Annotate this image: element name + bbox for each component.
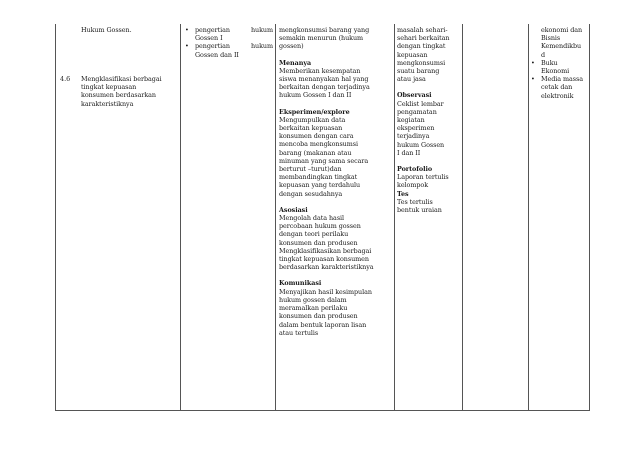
kegiatan-line: tingkat kepuasan konsumen <box>279 255 369 264</box>
penilaian-line: hukum Gossen <box>397 140 445 149</box>
sumber-line: Media massa <box>541 75 583 84</box>
penilaian-line: Tes tertulis <box>397 197 433 206</box>
kegiatan-line: berturut –turut)dan <box>279 165 342 174</box>
kegiatan-line: hukum gossen dalam <box>279 295 347 304</box>
materi-item <box>185 26 273 42</box>
section-heading: Komunikasi <box>279 279 322 288</box>
bullet-icon: • <box>531 75 535 84</box>
kd-line: Mengklasifikasi berbagai <box>81 75 162 83</box>
sumber-line: Kemendikbu <box>541 42 582 51</box>
materi-line: Gossen dan II <box>195 50 239 59</box>
kegiatan-line: mencoba mengkonsumsi <box>279 140 358 149</box>
penilaian-line: terjadinya <box>397 132 430 141</box>
kegiatan-line: konsumen dan produsen <box>279 312 358 321</box>
kd-prev-line: Hukum Gossen. <box>81 26 132 34</box>
sumber-line: Ekonomi <box>541 67 570 76</box>
sumber-line: ekonomi dan <box>541 26 583 34</box>
table-bottom-border <box>55 410 589 411</box>
sumber-line: Buku <box>541 58 558 67</box>
kegiatan-line: Mengolah data hasil <box>279 214 345 223</box>
bullet-icon: • <box>185 26 189 34</box>
kd-line: tingkat kepuasan <box>81 83 137 92</box>
penilaian-line: atau jasa <box>397 75 426 84</box>
kegiatan-line: konsumen dan produsen <box>279 238 358 247</box>
penilaian-line: Ceklist lembar <box>397 99 444 108</box>
kd-text <box>81 75 178 108</box>
kegiatan-line: berdasarkan karakteristiknya <box>279 263 374 272</box>
penilaian-line: sehari berkaitan <box>397 34 450 43</box>
materi-line: pengertian hukum <box>195 42 273 51</box>
kegiatan-text <box>279 26 393 337</box>
section-heading: Asosiasi <box>279 205 308 214</box>
kegiatan-line: barang (makanan atau <box>279 148 352 157</box>
penilaian-line: kegiatan <box>397 116 425 125</box>
kd-line: konsumen berdasarkan <box>81 91 156 100</box>
sumber-item <box>531 59 588 75</box>
kegiatan-line: mengkonsumsi barang yang <box>279 26 370 34</box>
materi-line: Gossen I <box>195 34 223 43</box>
sumber-line: cetak dan <box>541 83 573 92</box>
penilaian-line: dengan tingkat <box>397 42 446 51</box>
kegiatan-line: gossen) <box>279 42 304 51</box>
kegiatan-line: hukum Gossen I dan II <box>279 91 352 100</box>
kegiatan-line: kepuasan yang terdahulu <box>279 181 361 190</box>
kegiatan-line: Mengumpulkan data <box>279 115 346 124</box>
kd-line: karakteristiknya <box>81 99 134 108</box>
kegiatan-line: membandingkan tingkat <box>279 173 358 182</box>
kegiatan-line: meramalkan perilaku <box>279 304 348 313</box>
penilaian-line: bentuk uraian <box>397 206 442 215</box>
sumber-line: d <box>541 50 546 59</box>
kegiatan-line: siswa menanyakan hal yang <box>279 75 369 84</box>
kegiatan-line: dengan sesudahnya <box>279 189 343 198</box>
section-heading: Tes <box>397 189 409 198</box>
kegiatan-line: atau tertulis <box>279 328 319 337</box>
table-border-left <box>55 24 56 411</box>
kegiatan-line: dengan teori perilaku <box>279 230 349 239</box>
table-column-divider <box>462 24 463 411</box>
penilaian-line: kepuasan <box>397 50 428 59</box>
kegiatan-line: percobaan hukum gossen <box>279 222 361 231</box>
kegiatan-line: semakin menurun (hukum <box>279 34 364 43</box>
kegiatan-line: Memberikan kesempatan <box>279 66 361 75</box>
kegiatan-line: Mengklasifikasikan berbagai <box>279 246 372 255</box>
penilaian-line: pengamatan <box>397 107 437 116</box>
materi-list <box>185 26 273 59</box>
sumber-item <box>531 75 588 100</box>
kegiatan-line: berkaitan dengan terjadinya <box>279 83 370 92</box>
penilaian-line: masalah sehari- <box>397 26 448 34</box>
kegiatan-line: konsumen dengan cara <box>279 132 354 141</box>
sumber-line: elektronik <box>541 91 574 100</box>
sumber-text <box>531 26 588 100</box>
penilaian-line: eksperimen <box>397 124 435 133</box>
bullet-icon: • <box>531 58 535 67</box>
section-heading: Menanya <box>279 58 312 67</box>
bullet-icon: • <box>185 42 189 51</box>
penilaian-line: Laporan tertulis <box>397 173 449 182</box>
kegiatan-line: Menyajikan hasil kesimpulan <box>279 287 372 296</box>
kegiatan-line: minuman yang sama secara <box>279 156 369 165</box>
materi-item <box>185 42 273 58</box>
kd-number: 4.6 <box>60 75 71 83</box>
section-heading: Portofolio <box>397 165 433 174</box>
kegiatan-line: dalam bentuk laporan lisan <box>279 320 367 329</box>
table-border-right <box>589 24 590 411</box>
penilaian-line: suatu barang <box>397 67 440 76</box>
section-heading: Eksperimen/explore <box>279 107 350 116</box>
table-column-divider <box>528 24 529 411</box>
materi-line: pengertian hukum <box>195 26 273 34</box>
penilaian-line: mengkonsumsi <box>397 58 446 67</box>
table-column-divider <box>275 24 276 411</box>
section-heading: Observasi <box>397 91 432 100</box>
penilaian-text <box>397 26 461 214</box>
kegiatan-line: berkaitan kepuasan <box>279 124 343 133</box>
table-column-divider <box>180 24 181 411</box>
table-column-divider <box>394 24 395 411</box>
penilaian-line: I dan II <box>397 148 421 157</box>
sumber-line: Bisnis <box>541 34 561 43</box>
penilaian-line: kelompok <box>397 181 429 190</box>
